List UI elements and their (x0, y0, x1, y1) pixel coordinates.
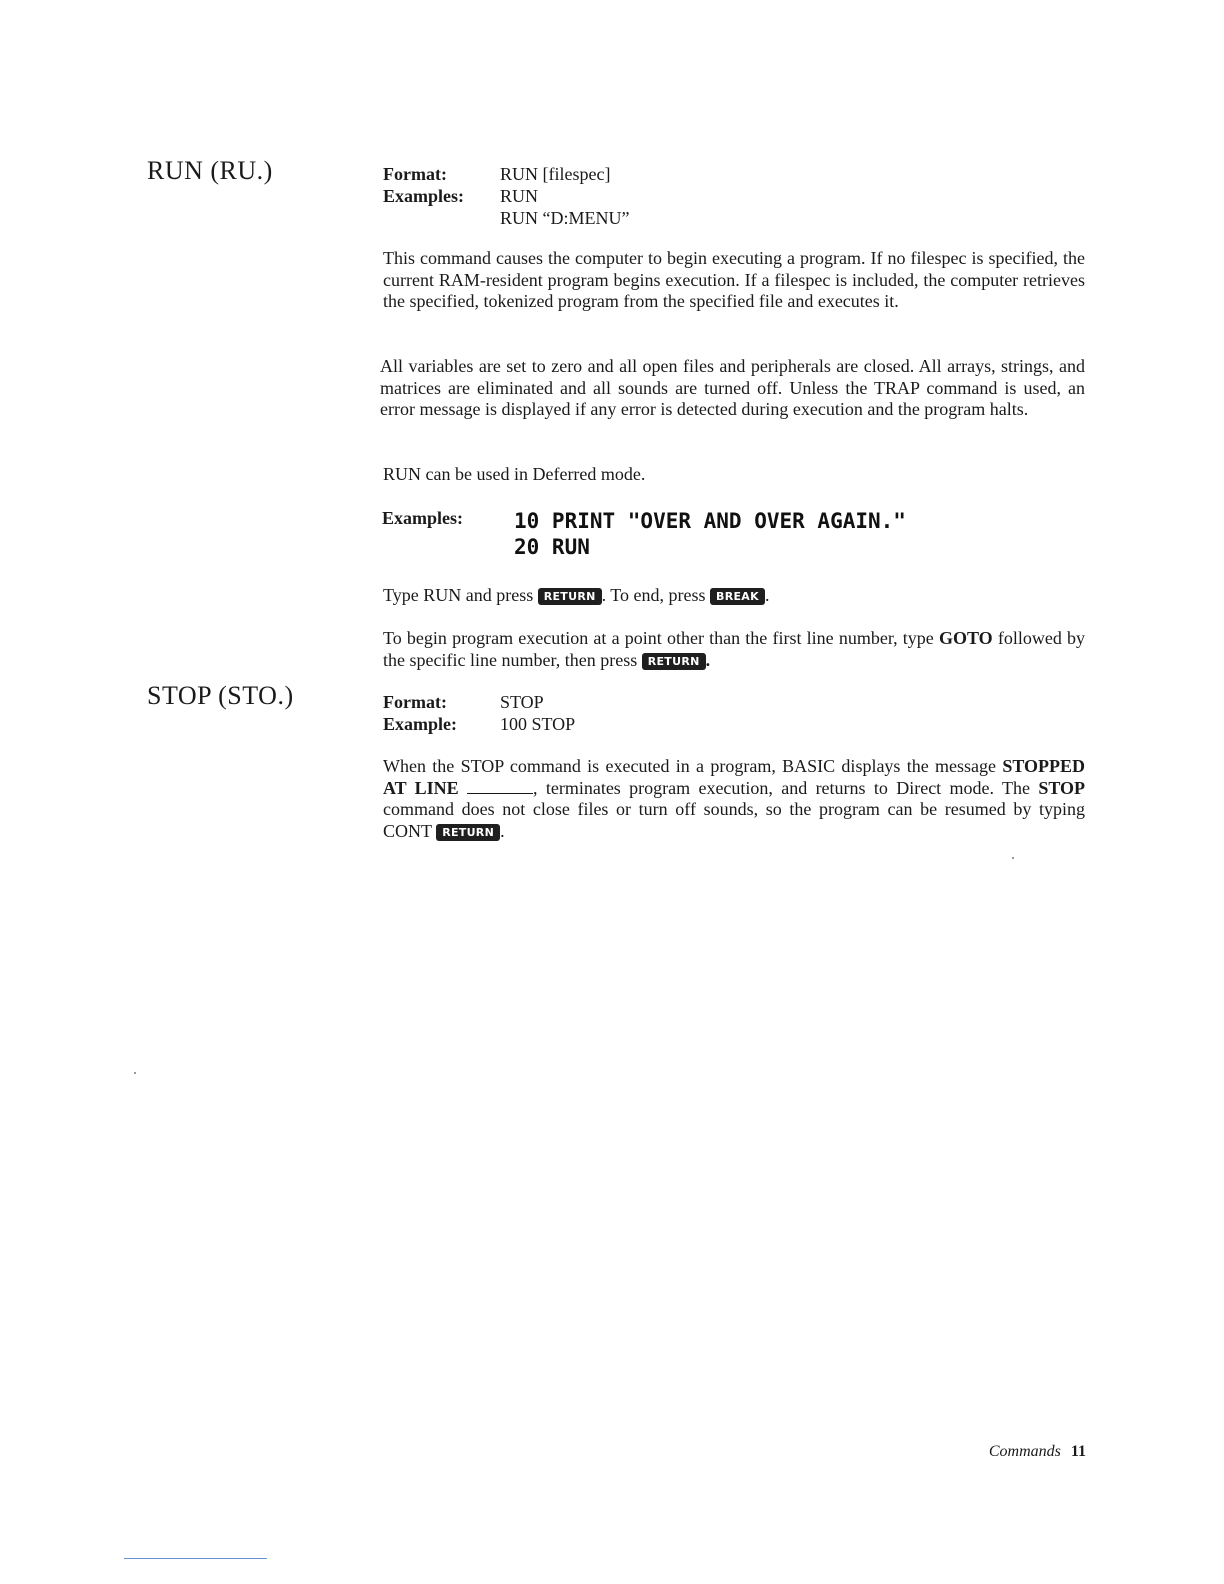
type-prefix: Type RUN and press (383, 585, 534, 605)
run-paragraph-2: All variables are set to zero and all open files and peripherals are closed. All arrays, strings, and matrices are eliminated and all sounds are turned off. Unless the TRAP command is used, an error message is displayed if any error is detected during execution and the program halts. (380, 356, 1085, 419)
run-paragraph-1: This command causes the computer to begin executing a program. If no filespec is specified, the current RAM-resident program begins execution. If a filespec is included, the computer retrieves the specified, tokenized program from the specified file and executes it. (383, 248, 1085, 311)
stop-paragraph (383, 756, 1085, 842)
scan-speck (1012, 857, 1014, 859)
return-key-icon: RETURN (436, 824, 500, 841)
stop-p-suffix: command does not close files or turn off sounds, so the program can be resumed by typing CONT (383, 799, 1085, 841)
stop-example-value: 100 STOP (500, 714, 576, 734)
stop-format-block (383, 691, 575, 735)
bottom-rule (124, 1558, 267, 1559)
stop-format-label: Format: (383, 692, 447, 712)
stop-format-value: STOP (500, 692, 544, 712)
page-footer (989, 1443, 1086, 1461)
return-key-icon: RETURN (642, 653, 706, 670)
stopped-at-line-message: STOPPED AT LINE (383, 756, 1086, 798)
run-example-1: RUN (500, 186, 539, 206)
type-suffix: . (764, 585, 770, 605)
stop-p-end: . (500, 820, 505, 841)
line-blank (467, 779, 533, 794)
run-format-label: Format: (383, 164, 447, 184)
run-format-block (383, 163, 629, 229)
run-goto-instruction (383, 628, 1085, 671)
goto-suffix: followed by the specific line number, then press (383, 628, 1085, 670)
stop-p-prefix: When the STOP command is executed in a program, BASIC displays the message (383, 756, 997, 776)
run-code-label: Examples: (382, 508, 463, 528)
type-middle: . To end, press (601, 585, 706, 605)
run-type-instruction (383, 585, 1085, 607)
run-heading: RUN (RU.) (147, 156, 273, 185)
footer-section-name: Commands (988, 1443, 1061, 1460)
stop-keyword: STOP (1038, 777, 1085, 798)
goto-keyword: GOTO (938, 628, 993, 648)
run-code-block (514, 508, 906, 560)
code-line-2: 20 RUN (514, 535, 590, 559)
scan-speck (134, 1072, 136, 1074)
code-line-1: 10 PRINT "OVER AND OVER AGAIN." (514, 509, 906, 533)
goto-prefix: To begin program execution at a point other than the first line number, type (383, 628, 934, 648)
break-key-icon: BREAK (710, 588, 765, 605)
return-key-icon: RETURN (538, 588, 602, 605)
stop-heading: STOP (STO.) (147, 681, 294, 710)
goto-end: . (705, 649, 711, 670)
run-format-value: RUN [filespec] (500, 164, 611, 184)
stop-p-mid: , terminates program execution, and returns to Direct mode. The (533, 777, 1030, 798)
run-example-2: RUN “D:MENU” (500, 208, 630, 228)
run-examples-label: Examples: (383, 186, 464, 206)
run-paragraph-3: RUN can be used in Deferred mode. (383, 464, 646, 484)
page-number: 11 (1070, 1443, 1086, 1460)
stop-example-label: Example: (383, 714, 457, 734)
